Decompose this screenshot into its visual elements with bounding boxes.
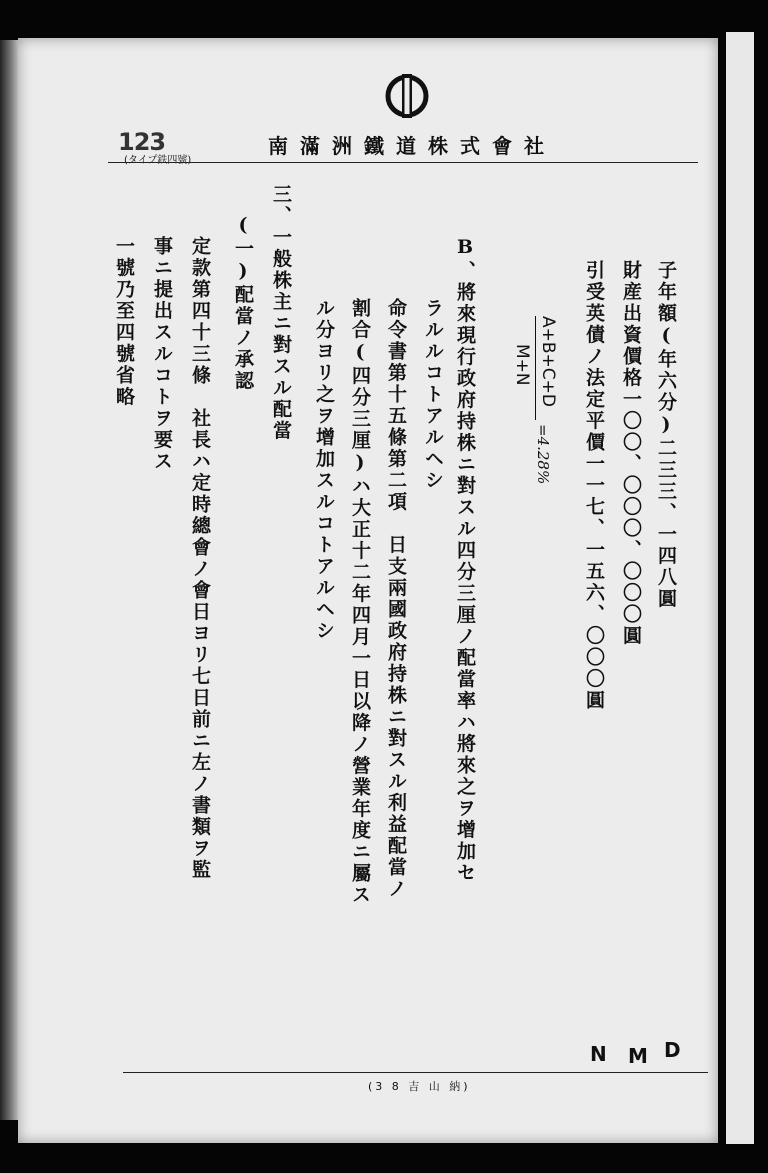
company-logo-icon (383, 72, 431, 120)
line-b4: 割合(四分三厘)ハ大正十二年四月一日以降ノ營業年度ニ屬ス (349, 298, 371, 906)
footer-note: (3 8 吉 山 納) (368, 1080, 471, 1093)
company-name: 南滿洲鐵道株式會社 (268, 134, 556, 158)
line-b3: 命令書第十五條第二項 日支兩國政府持株ニ對スル利益配當ノ (385, 298, 407, 900)
line-d: 子年額(年六分)二三三、一四八圓 (655, 260, 677, 610)
line-b1: B、將來現行政府持株ニ對スル四分三厘ノ配當率ハ將來之ヲ增加セ (454, 236, 476, 884)
line-m: 財産出資價格一〇〇、〇〇〇、〇〇〇圓 (620, 260, 642, 647)
line-b5: ル分ヨリ之ヲ增加スルコトアルヘシ (313, 298, 335, 642)
omitted-line: 一號乃至四號省略 (113, 236, 135, 408)
form-note: (タイプ鉄四號) (124, 155, 192, 166)
letter-n: N (590, 1042, 607, 1066)
section-3-heading: 三、一般株主ニ對スル配當 (270, 184, 292, 442)
articles-line: 定款第四十三條 社長ハ定時總會ノ會日ヨリ七日前ニ左ノ書類ヲ監 (189, 236, 211, 881)
formula-fraction-bar (535, 316, 536, 420)
footer-rule (123, 1072, 708, 1073)
next-page-edge (726, 32, 754, 1144)
section-3-sub: (一)配當ノ承認 (232, 214, 254, 392)
formula-denominator: M+N (512, 344, 532, 386)
formula-result: =4.28% (534, 424, 552, 485)
letter-d: D (664, 1038, 681, 1062)
articles-line-2: 事ニ提出スルコトヲ要ス (151, 236, 173, 473)
line-n: 引受英債ノ法定平價一一七、一五六、〇〇〇圓 (583, 260, 605, 712)
form-number: 123 (118, 128, 166, 156)
formula-numerator: A+B+C+D (538, 316, 558, 407)
line-b2: ラルルコトアルヘシ (422, 298, 444, 492)
letter-m: M (628, 1044, 648, 1068)
book-binding (0, 40, 18, 1120)
header-rule (108, 162, 698, 163)
document-page (18, 38, 718, 1143)
